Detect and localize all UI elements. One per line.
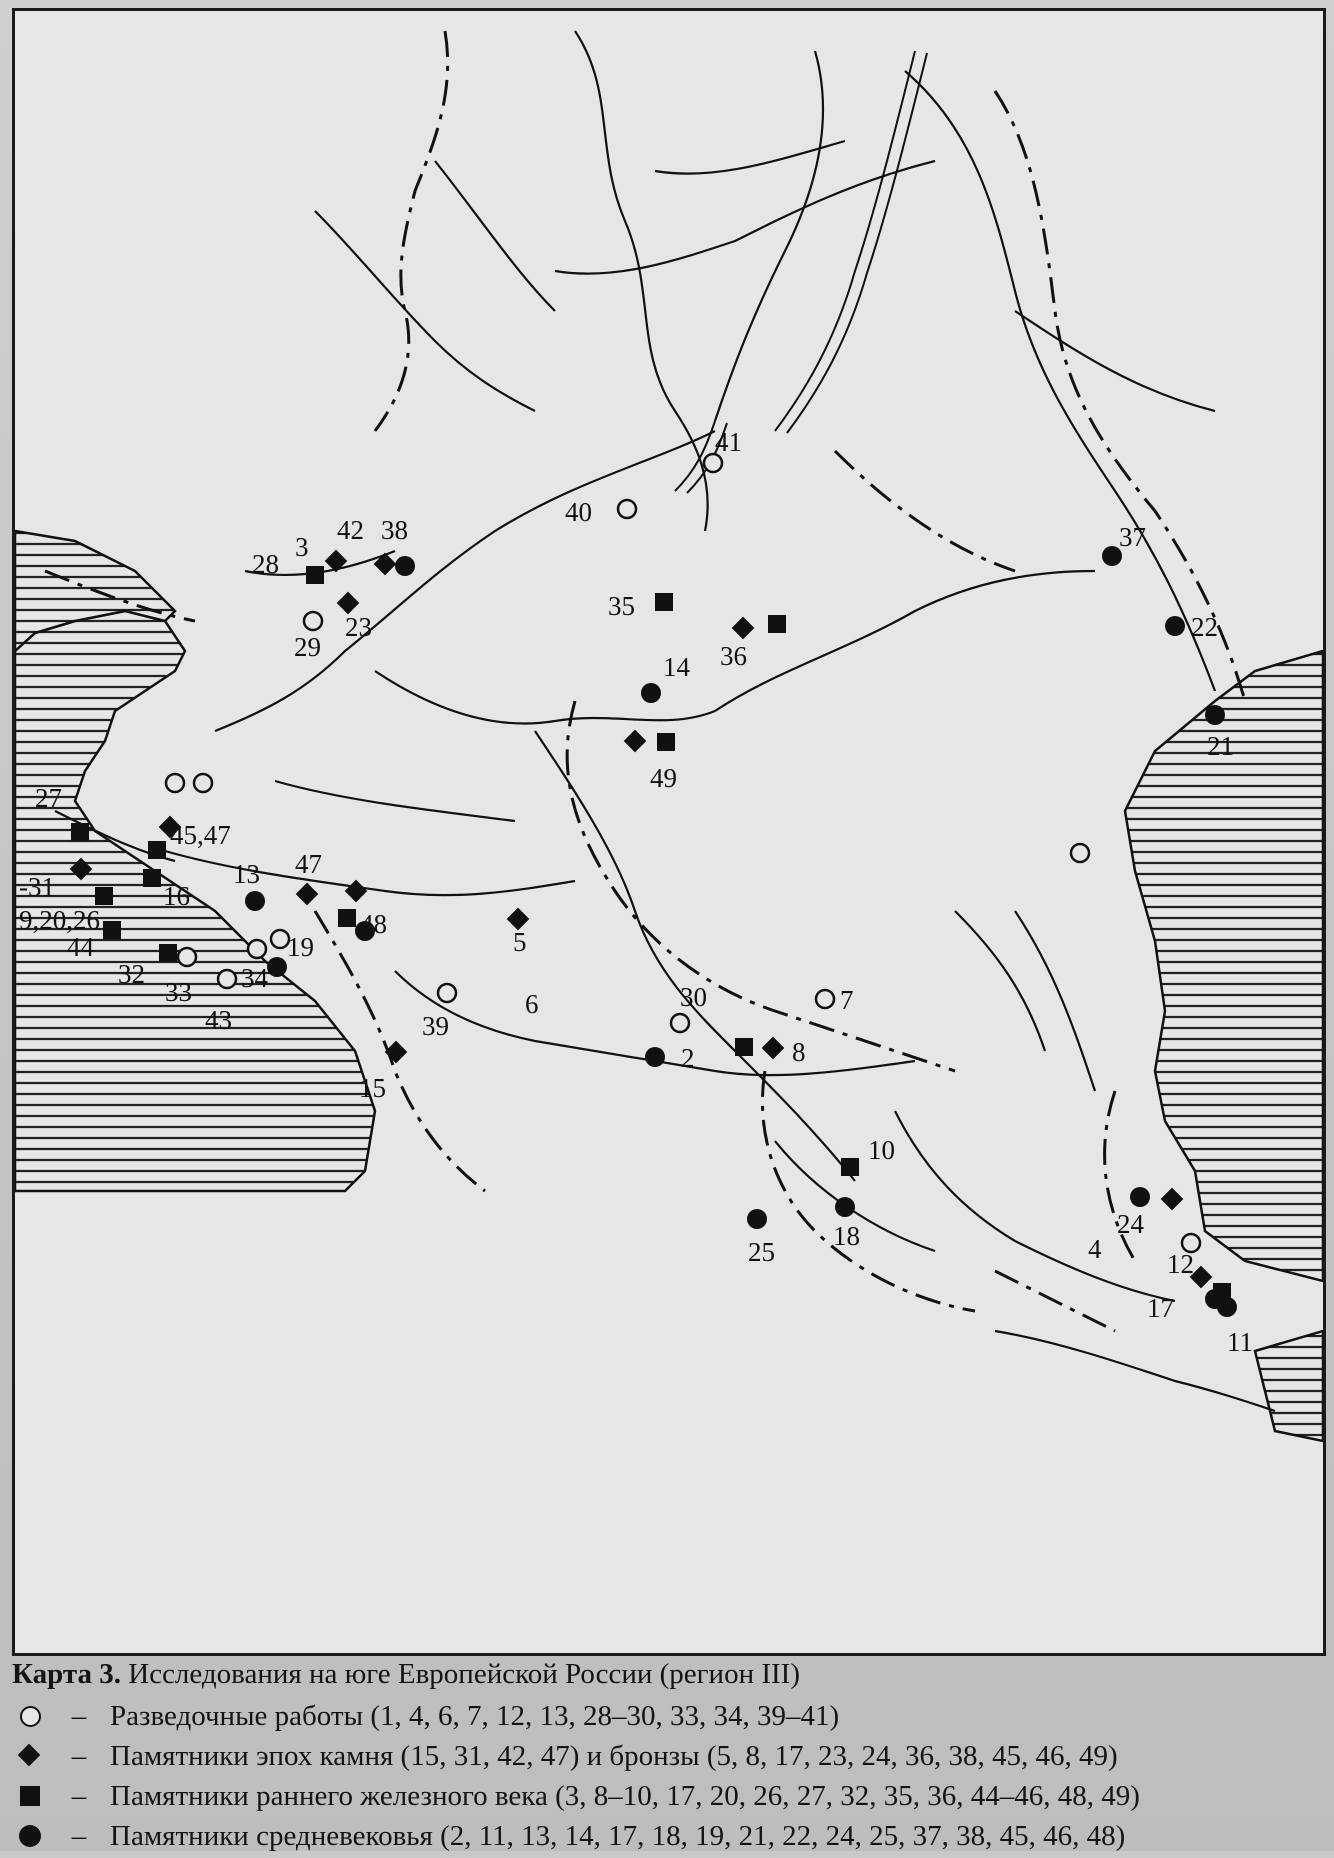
label-21: 21 xyxy=(1207,731,1234,761)
site-14-dot xyxy=(641,683,661,703)
label-29: 29 xyxy=(294,632,321,662)
label-18: 18 xyxy=(833,1221,860,1251)
site-33-circle xyxy=(178,948,196,966)
caption-title: Исследования на юге Европейской России (регион III) xyxy=(121,1658,800,1690)
label-43: 43 xyxy=(205,1005,232,1035)
label-30: 30 xyxy=(680,982,707,1012)
label-45-47: 45,47 xyxy=(170,820,231,850)
label-37: 37 xyxy=(1119,522,1146,552)
label-15: 15 xyxy=(359,1073,386,1103)
label-23: 23 xyxy=(345,612,372,642)
label-14: 14 xyxy=(663,652,690,682)
label-10: 10 xyxy=(868,1135,895,1165)
label-3: 3 xyxy=(295,532,309,562)
label-31: -31 xyxy=(19,872,55,902)
legend-text-medieval: Памятники средневековья (2, 11, 13, 14, 17, 18, 19, 21, 22, 24, 25, 37, 38, 45, 46, 48) xyxy=(110,1820,1126,1852)
site-16-square xyxy=(148,841,166,859)
label-19: 19 xyxy=(287,932,314,962)
site-25-dot xyxy=(747,1209,767,1229)
site-35-square xyxy=(655,593,673,611)
site-24-dot xyxy=(1130,1187,1150,1207)
label-25: 25 xyxy=(748,1237,775,1267)
site-2-dot xyxy=(645,1047,665,1067)
label-32: 32 xyxy=(118,959,145,989)
site-15-diamond xyxy=(385,1041,408,1064)
dot-icon xyxy=(12,1818,48,1854)
site-38-diamond xyxy=(374,553,397,576)
label-27: 27 xyxy=(35,783,62,813)
site-8-diamond xyxy=(762,1037,785,1060)
label-41: 41 xyxy=(715,427,742,457)
site-23-diamond xyxy=(337,592,360,615)
map-svg xyxy=(15,11,1323,1653)
site-8-square xyxy=(735,1038,753,1056)
label-7: 7 xyxy=(840,985,854,1015)
site-circle xyxy=(194,774,212,792)
legend-text-iron-age: Памятники раннего железного века (3, 8–10, 17, 20, 26, 27, 32, 35, 36, 44–46, 48, 49) xyxy=(110,1780,1140,1812)
site-19-dot xyxy=(267,957,287,977)
site-48-square xyxy=(338,909,356,927)
site-diamond xyxy=(345,880,368,903)
site-43-circle xyxy=(218,970,236,988)
site-49-diamond xyxy=(624,730,647,753)
label-22: 22 xyxy=(1191,612,1218,642)
lower-coast xyxy=(1255,1331,1323,1441)
label-39: 39 xyxy=(422,1011,449,1041)
canal xyxy=(675,51,927,493)
square-icon xyxy=(12,1778,48,1814)
site-34-circle xyxy=(248,940,266,958)
site-47-diamond xyxy=(296,883,319,906)
label-28: 28 xyxy=(252,549,279,579)
site-32-square xyxy=(159,944,177,962)
map-caption xyxy=(12,1656,1322,1692)
label-35: 35 xyxy=(608,591,635,621)
site-square xyxy=(95,887,113,905)
site-18-dot xyxy=(835,1197,855,1217)
diamond-icon xyxy=(12,1738,48,1774)
label-33: 33 xyxy=(165,977,192,1007)
black-sea xyxy=(15,611,375,1191)
label-13: 13 xyxy=(233,859,260,889)
label-42: 42 xyxy=(337,515,364,545)
label-6: 6 xyxy=(525,989,539,1019)
site-30-circle xyxy=(671,1014,689,1032)
site-39-circle xyxy=(438,984,456,1002)
legend-text-stone-bronze: Памятники эпох камня (15, 31, 42, 47) и бронзы (5, 8, 17, 23, 24, 36, 38, 45, 46, 49) xyxy=(110,1740,1118,1772)
label-40: 40 xyxy=(565,497,592,527)
legend-dash: – xyxy=(71,1740,87,1772)
site-square xyxy=(143,869,161,887)
label-11: 11 xyxy=(1227,1327,1253,1357)
label-8: 8 xyxy=(792,1037,806,1067)
site-22-dot xyxy=(1165,616,1185,636)
label-4: 4 xyxy=(1088,1234,1102,1264)
site-dot xyxy=(1217,1297,1237,1317)
label-47: 47 xyxy=(295,849,322,879)
site-40-circle xyxy=(618,500,636,518)
legend-dash: – xyxy=(71,1700,87,1732)
label-38: 38 xyxy=(381,515,408,545)
site-36-square xyxy=(768,615,786,633)
legend-text-exploration: Разведочные работы (1, 4, 6, 7, 12, 13, 28–30, 33, 34, 39–41) xyxy=(110,1700,840,1732)
site-36-diamond xyxy=(732,617,755,640)
site-49-square xyxy=(657,733,675,751)
site-27-square xyxy=(71,823,89,841)
site-42-diamond xyxy=(325,550,348,573)
site-13-dot xyxy=(245,891,265,911)
legend-row-dot xyxy=(12,1818,1322,1854)
map-frame xyxy=(12,8,1326,1656)
label-36: 36 xyxy=(720,641,747,671)
label-5: 5 xyxy=(513,927,527,957)
site-7-circle xyxy=(816,990,834,1008)
circle-icon xyxy=(12,1698,48,1734)
rivers xyxy=(55,31,1275,1411)
label-48: 48 xyxy=(360,909,387,939)
site-3-square xyxy=(306,566,324,584)
site-24-diamond xyxy=(1161,1188,1184,1211)
legend-dash: – xyxy=(71,1780,87,1812)
legend-dash: – xyxy=(71,1820,87,1852)
caption-number: Карта 3. xyxy=(12,1658,121,1690)
legend-row-diamond xyxy=(12,1738,1322,1774)
label-17: 17 xyxy=(1147,1293,1174,1323)
label-24: 24 xyxy=(1117,1209,1144,1239)
label-2: 2 xyxy=(681,1043,695,1073)
site-44-square xyxy=(103,921,121,939)
site-circle xyxy=(166,774,184,792)
legend-row-square xyxy=(12,1778,1322,1814)
site-38-dot xyxy=(395,556,415,576)
label-34: 34 xyxy=(241,963,268,993)
label-49: 49 xyxy=(650,763,677,793)
site-4-circle xyxy=(1071,844,1089,862)
label-12: 12 xyxy=(1167,1249,1194,1279)
label-9-20-26: 9,20,26 xyxy=(19,905,100,935)
site-21-dot xyxy=(1205,705,1225,725)
site-10-square xyxy=(841,1158,859,1176)
legend xyxy=(12,1656,1322,1858)
legend-row-circle xyxy=(12,1698,1322,1734)
site-29-circle xyxy=(304,612,322,630)
label-44: 44 xyxy=(67,932,94,962)
site-labels xyxy=(19,427,1253,1357)
label-16: 16 xyxy=(163,881,190,911)
